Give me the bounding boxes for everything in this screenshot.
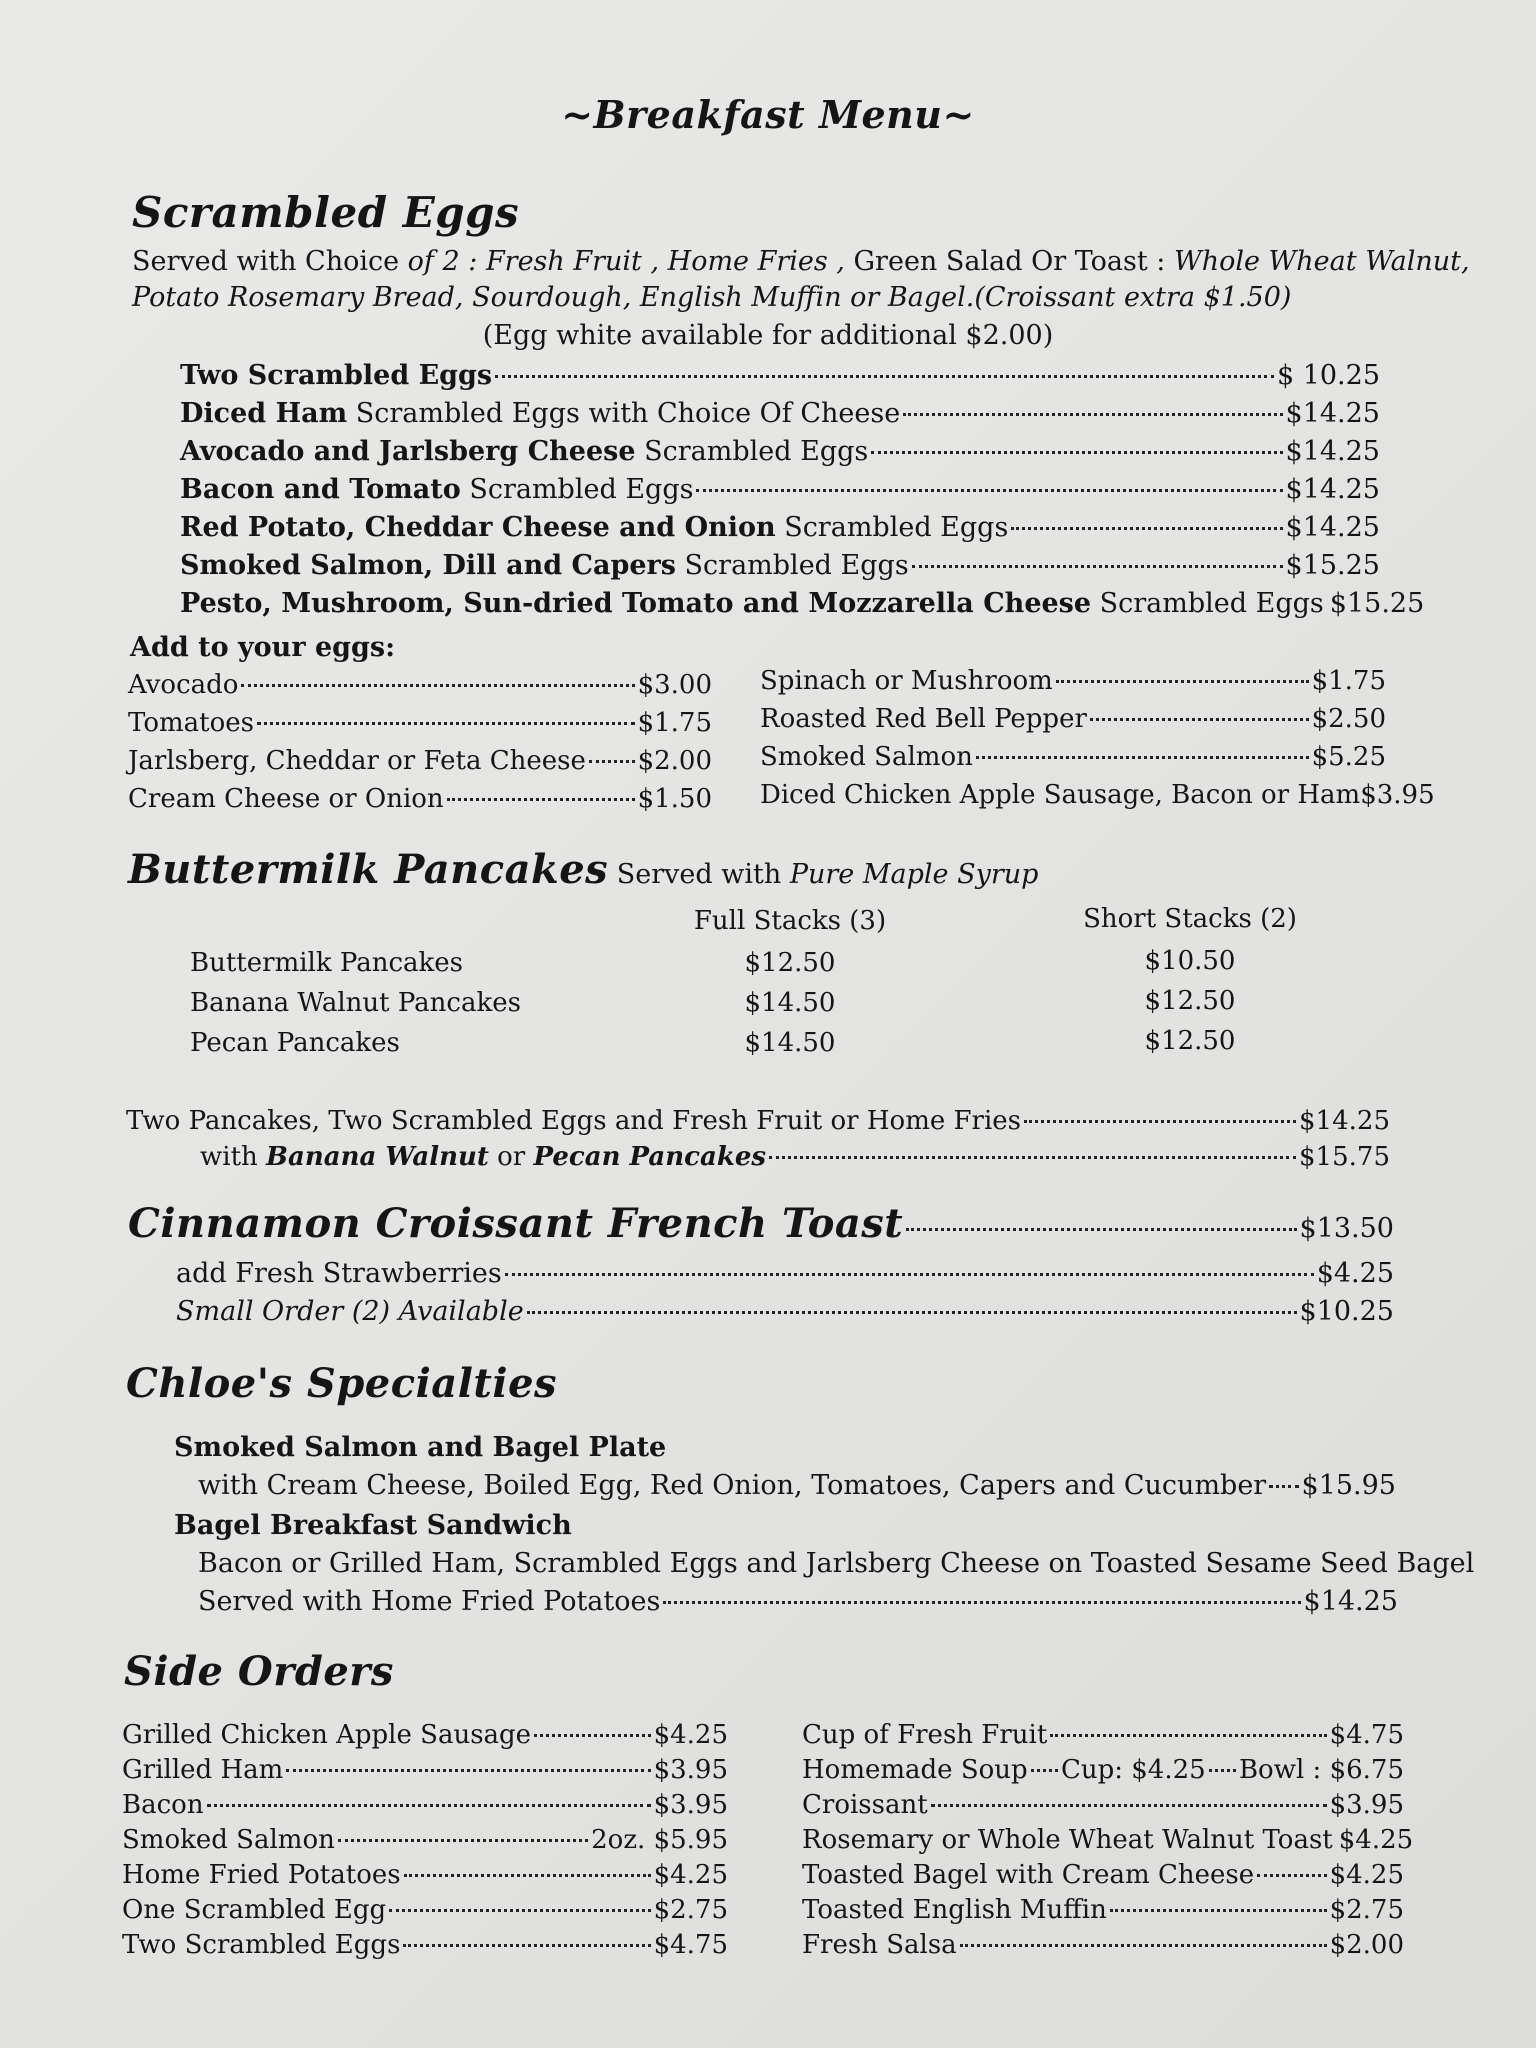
scrambled-served-line [132,246,1470,277]
sides-heading: Side Orders [124,1648,394,1695]
menu-item: Diced Ham Scrambled Eggs with Choice Of Cheese $14.25 [180,398,1380,429]
pancake-short-price: $12.50 [1144,1026,1236,1056]
pancakes-syrup: Pure Maple Syrup [789,859,1039,890]
pancake-name: Buttermilk Pancakes [190,948,463,978]
title-ornament-right: ~ [942,92,975,137]
specialty-name: Bagel Breakfast Sandwich [174,1510,572,1541]
side-item: Two Scrambled Eggs $4.75 [122,1930,728,1960]
french-toast-heading: Cinnamon Croissant French Toast [128,1200,904,1247]
side-item: Home Fried Potatoes $4.25 [122,1860,728,1890]
pancake-full-price: $12.50 [744,948,836,978]
menu-item: Two Scrambled Eggs $ 10.25 [180,360,1380,391]
addon-item: Spinach or Mushroom $1.75 [760,666,1386,696]
french-toast-add: add Fresh Strawberries $4.25 [176,1258,1394,1289]
egg-white-note: (Egg white available for additional $2.00) [482,320,1054,351]
specialty-desc: with Cream Cheese, Boiled Egg, Red Onion, Tomatoes, Capers and Cucumber $15.95 [198,1470,1396,1501]
served-text-d: Whole Wheat Walnut, [1173,246,1470,277]
served-text-a: Served with Choice [132,246,408,277]
pancake-short-price: $12.50 [1144,986,1236,1016]
addon-item: Avocado $3.00 [128,670,712,700]
addons-heading: Add to your eggs: [130,632,396,663]
side-item: Bacon $3.95 [122,1790,728,1820]
addon-item: Cream Cheese or Onion $1.50 [128,784,712,814]
menu-item: Bacon and Tomato Scrambled Eggs $14.25 [180,474,1380,505]
french-toast-row: Cinnamon Croissant French Toast $13.50 [128,1200,1394,1247]
pancake-name: Banana Walnut Pancakes [190,988,521,1018]
served-text-b: of 2 : Fresh Fruit , Home Fries , [407,246,845,277]
addon-item: Smoked Salmon $5.25 [760,742,1386,772]
pancake-name: Pecan Pancakes [190,1028,400,1058]
served-text-c: Green Salad Or Toast : [844,246,1174,277]
pancake-full-price: $14.50 [744,988,836,1018]
french-toast-small: Small Order (2) Available $10.25 [176,1296,1394,1327]
side-item: Cup of Fresh Fruit $4.75 [802,1720,1404,1750]
pancake-combo: Two Pancakes, Two Scrambled Eggs and Fresh Fruit or Home Fries $14.25 [126,1106,1390,1136]
pancakes-heading-line [128,846,1038,893]
menu-item: Pesto, Mushroom, Sun-dried Tomato and Mozzarella Cheese Scrambled Eggs $15.25 [180,588,1425,619]
pancake-combo-variant: with Banana Walnut or Pecan Pancakes $15.75 [200,1142,1390,1172]
scrambled-heading: Scrambled Eggs [132,188,520,237]
title-ornament-left: ~ [561,92,594,137]
addon-item: Jarlsberg, Cheddar or Feta Cheese $2.00 [128,746,712,776]
side-item: Rosemary or Whole Wheat Walnut Toast $4.25 [802,1825,1414,1855]
side-item: Smoked Salmon 2oz. $5.95 [122,1825,728,1855]
side-item: Homemade Soup Cup: $4.25 Bowl : $6.75 [802,1755,1405,1785]
specialty-name: Smoked Salmon and Bagel Plate [174,1432,667,1463]
side-item: Fresh Salsa $2.00 [802,1930,1404,1960]
specialty-desc: Served with Home Fried Potatoes $14.25 [198,1586,1398,1617]
col-short-stacks: Short Stacks (2) [1083,904,1297,934]
menu-item: Red Potato, Cheddar Cheese and Onion Scrambled Eggs $14.25 [180,512,1380,543]
addon-item: Tomatoes $1.75 [128,708,712,738]
side-item: Toasted English Muffin $2.75 [802,1895,1404,1925]
pancake-short-price: $10.50 [1144,946,1236,976]
addon-item: Roasted Red Bell Pepper $2.50 [760,704,1386,734]
pancakes-heading: Buttermilk Pancakes [128,846,609,893]
side-item: Toasted Bagel with Cream Cheese $4.25 [802,1860,1404,1890]
menu-item: Avocado and Jarlsberg Cheese Scrambled Eggs $14.25 [180,436,1380,467]
specialties-heading: Chloe's Specialties [126,1360,558,1407]
side-item: Grilled Ham $3.95 [122,1755,728,1785]
col-full-stacks: Full Stacks (3) [693,906,887,936]
side-item: Croissant $3.95 [802,1790,1404,1820]
scrambled-bread-line: Potato Rosemary Bread, Sourdough, English Muffin or Bagel.(Croissant extra $1.50) [132,282,1292,313]
specialty-desc: Bacon or Grilled Ham, Scrambled Eggs and Jarlsberg Cheese on Toasted Sesame Seed Bagel [198,1548,1475,1579]
pancake-full-price: $14.50 [744,1028,836,1058]
side-item: Grilled Chicken Apple Sausage $4.25 [122,1720,728,1750]
addon-item: Diced Chicken Apple Sausage, Bacon or Ham $3.95 [760,780,1435,810]
side-item: One Scrambled Egg $2.75 [122,1895,728,1925]
menu-item: Smoked Salmon, Dill and Capers Scrambled Eggs $15.25 [180,550,1380,581]
menu-title: ~Breakfast Menu~ [561,92,975,137]
pancakes-served: Served with [608,859,790,890]
